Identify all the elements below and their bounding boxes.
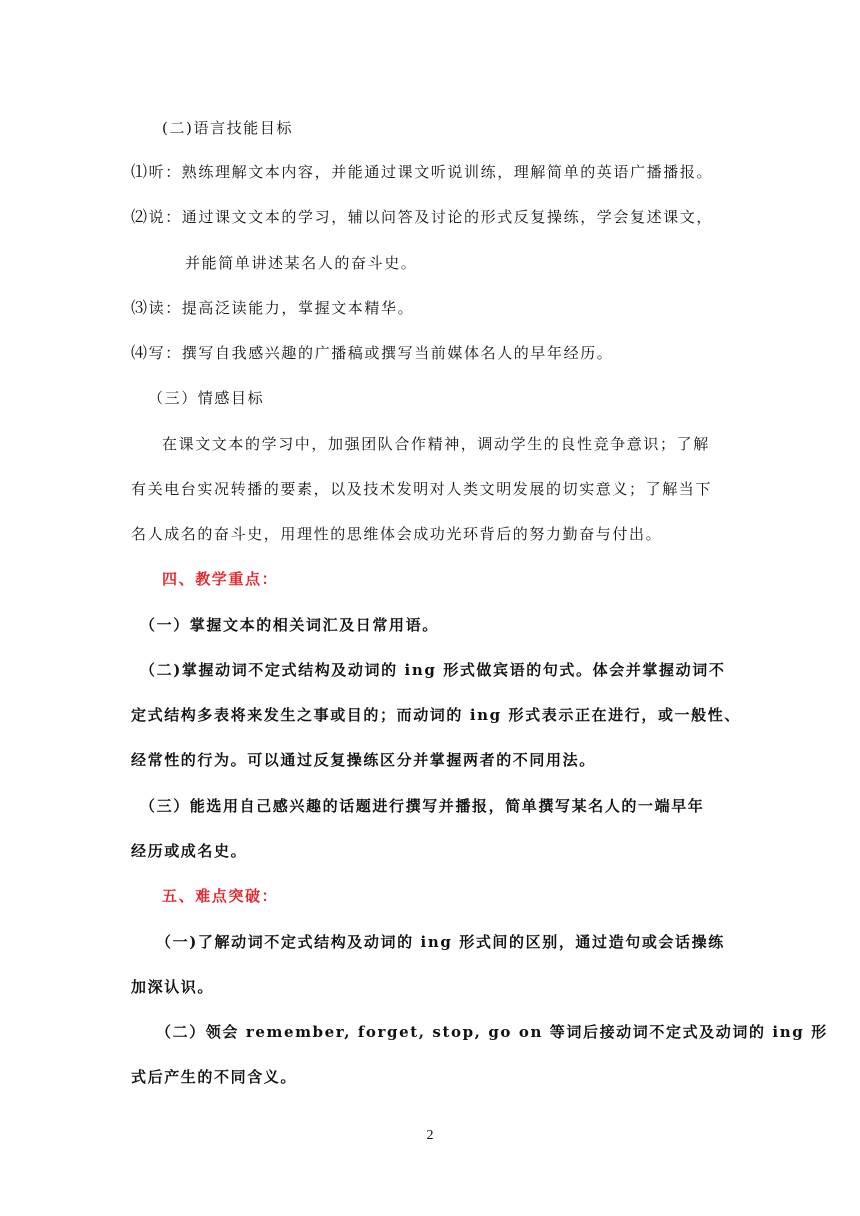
page-number: 2 <box>426 1128 434 1143</box>
list-item-reading <box>131 298 414 319</box>
paragraph-line: （一）掌握文本的相关词汇及日常用语。 <box>140 616 439 634</box>
section-heading-emotional-goals: （三）情感目标 <box>148 389 265 407</box>
list-item-text: 读：提高泛读能力，掌握文本精华。 <box>148 299 415 317</box>
list-item-speaking-continued: 并能简单讲述某名人的奋斗史。 <box>185 254 418 272</box>
paragraph-line: 经历或成名史。 <box>131 842 248 860</box>
paragraph-line: （二)掌握动词不定式结构及动词的 ing 形式做宾语的句式。体会并掌握动词不 <box>140 661 726 679</box>
list-marker: ⑷ <box>131 345 149 362</box>
paragraph-line: （三）能选用自己感兴趣的话题进行撰写并播报，简单撰写某名人的一端早年 <box>140 797 705 815</box>
section-heading-language-skills: (二)语言技能目标 <box>162 119 294 137</box>
list-item-text: 听：熟练理解文本内容，并能通过课文听说训练，理解简单的英语广播播报。 <box>148 163 714 181</box>
paragraph-line: 名人成名的奋斗史，用理性的思维体会成功光环背后的努力勤奋与付出。 <box>131 525 663 543</box>
paragraph-line: 有关电台实况转播的要素，以及技术发明对人类文明发展的切实意义；了解当下 <box>131 480 713 498</box>
paragraph-line: 定式结构多表将来发生之事或目的；而动词的 ing 形式表示正在进行，或一般性、 <box>131 706 741 724</box>
list-item-listening <box>131 162 713 183</box>
list-item-speaking <box>131 207 713 228</box>
section-heading-teaching-focus: 四、教学重点： <box>162 570 279 588</box>
list-marker: ⑴ <box>131 164 149 181</box>
list-item-text: 写：撰写自我感兴趣的广播稿或撰写当前媒体名人的早年经历。 <box>148 344 614 362</box>
paragraph-line: 加深认识。 <box>131 978 215 996</box>
paragraph-line: 在课文文本的学习中，加强团队合作精神，调动学生的良性竞争意识；了解 <box>162 435 710 453</box>
paragraph-line: 经常性的行为。可以通过反复操练区分并掌握两者的不同用法。 <box>131 751 596 769</box>
list-item-writing <box>131 343 613 364</box>
paragraph-line: 式后产生的不同含义。 <box>131 1068 298 1086</box>
list-marker: ⑵ <box>131 209 149 226</box>
paragraph-line: （二）领会 remember, forget, stop, go on 等词后接动词不定式及动词的 ing 形 <box>156 1023 828 1041</box>
section-heading-difficulty-breakthrough: 五、难点突破： <box>162 887 279 905</box>
list-item-text: 说：通过课文文本的学习，辅以问答及讨论的形式反复操练，学会复述课文， <box>148 208 714 226</box>
paragraph-line: （一)了解动词不定式结构及动词的 ing 形式间的区别，通过造句或会话操练 <box>156 933 725 951</box>
list-marker: ⑶ <box>131 300 149 317</box>
